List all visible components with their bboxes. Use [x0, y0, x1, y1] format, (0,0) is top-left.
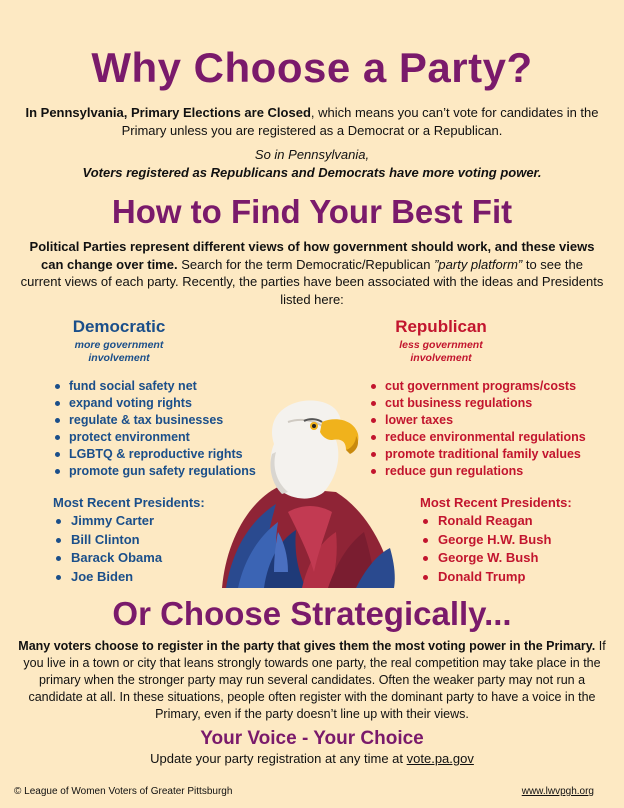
republican-presidents-heading: Most Recent Presidents: [420, 495, 572, 510]
fit-paragraph [20, 238, 604, 308]
update-registration-line [0, 751, 624, 766]
update-text: Update your party registration at any time at [150, 751, 407, 766]
democratic-name: Democratic [72, 317, 166, 336]
intro-rest: , which means you can’t vote for candidates in the Primary unless you are registered as a Democrat or a Republican. [121, 105, 599, 138]
list-item: reduce gun regulations [370, 463, 586, 480]
list-item: Barack Obama [54, 549, 162, 568]
list-item: cut government programs/costs [370, 378, 586, 395]
republican-header [378, 317, 504, 365]
website-link[interactable]: www.lwvpgh.org [521, 786, 594, 797]
bald-eagle-icon [218, 392, 398, 592]
list-item: George H.W. Bush [421, 531, 551, 550]
list-item: regulate & tax businesses [54, 412, 256, 429]
page-title: Why Choose a Party? [91, 44, 533, 91]
copyright-notice: © League of Women Voters of Greater Pittsburgh [14, 786, 233, 797]
list-item: protect environment [54, 429, 256, 446]
democratic-presidents-heading: Most Recent Presidents: [53, 495, 205, 510]
list-item: Jimmy Carter [54, 512, 162, 531]
intro-bold-italic-line: Voters registered as Republicans and Democrats have more voting power. [82, 165, 542, 180]
democratic-presidents-list [54, 512, 162, 586]
list-item: George W. Bush [421, 549, 551, 568]
strategic-paragraph [16, 638, 608, 723]
vote-pa-link[interactable]: vote.pa.gov [406, 751, 474, 766]
list-item: expand voting rights [54, 395, 256, 412]
strategic-bold-lead: Many voters choose to register in the party that gives them the most voting power in the Primary. [18, 639, 596, 653]
republican-tagline: less government involvement [399, 339, 483, 364]
section-title-strategic: Or Choose Strategically... [112, 595, 512, 632]
democratic-tagline: more government involvement [74, 339, 164, 364]
slogan: Your Voice - Your Choice [200, 728, 424, 749]
list-item: cut business regulations [370, 395, 586, 412]
list-item: Donald Trump [421, 568, 551, 587]
democratic-header [60, 317, 178, 365]
intro-emphasis [20, 146, 604, 182]
list-item: Ronald Reagan [421, 512, 551, 531]
fit-bold-lead: Political Parties represent different views of how government should work, and these views can change over time. [29, 239, 595, 272]
list-item: lower taxes [370, 412, 586, 429]
intro-italic-line: So in Pennsylvania, [254, 147, 370, 162]
republican-ideas-list [370, 378, 586, 480]
fit-mid: Search for the term Democratic/Republican [177, 256, 435, 272]
list-item: reduce environmental regulations [370, 429, 586, 446]
list-item: promote gun safety regulations [54, 463, 256, 480]
section-title-fit: How to Find Your Best Fit [111, 193, 513, 230]
strategic-rest: If you live in a town or city that leans strongly towards one party, the real competition may take place in the primary when the stronger party may run several candidates. Often the weaker party may not run a candidate at all. In these situations, people often register with the dominant party to have a voice in the Primary, even if the party doesn’t line up with their views. [23, 639, 606, 721]
fit-end: to see the current views of each party. Recently, the parties have been associated with the ideas and Presidents listed here: [20, 256, 604, 307]
list-item: promote traditional family values [370, 446, 586, 463]
list-item: Bill Clinton [54, 531, 162, 550]
intro-paragraph [20, 104, 604, 140]
list-item: Joe Biden [54, 568, 162, 587]
list-item: LGBTQ & reproductive rights [54, 446, 256, 463]
republican-presidents-list [421, 512, 551, 586]
republican-name: Republican [395, 317, 487, 336]
fit-italic: ”party platform” [434, 256, 523, 272]
intro-bold-lead: In Pennsylvania, Primary Elections are Closed [25, 105, 311, 120]
list-item: fund social safety net [54, 378, 256, 395]
